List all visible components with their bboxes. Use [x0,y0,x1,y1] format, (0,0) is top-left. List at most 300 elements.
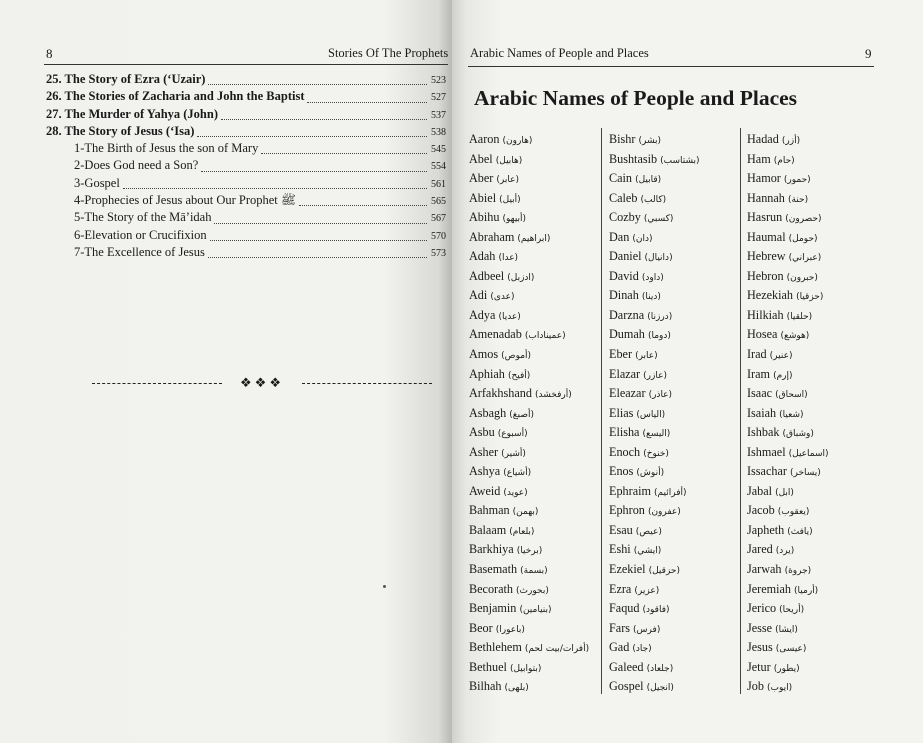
arabic-name: (بسمة) [520,566,548,577]
name-entry [469,423,589,443]
arabic-name: (حلقيا) [786,311,813,322]
name-entry [469,501,589,521]
english-name: Bishr [609,132,636,146]
toc-entry-title: 4-Prophecies of Jesus about Our Prophet ﷺ [74,193,297,208]
name-entry [469,208,589,228]
name-entry [609,228,700,248]
english-name: Faqud [609,601,640,616]
arabic-name: (أفيح) [507,370,531,381]
toc-entry-title: 2-Does God need a Son? [74,158,199,173]
name-entry [609,482,700,502]
arabic-name: (أفرائيم) [654,487,687,498]
name-entry [469,560,589,580]
english-name: Jesse [747,620,773,635]
toc-entry-title: 25. The Story of Ezra (‘Uzair) [46,72,206,86]
english-name: Jacob [747,503,775,518]
name-entry [609,247,700,267]
toc-entry-title: 1-The Birth of Jesus the son of Mary [74,141,259,156]
english-name: Dumah [609,327,645,342]
name-entry [609,267,700,287]
column-divider [601,128,602,694]
right-page [452,0,923,743]
toc-leader-dots [299,204,427,206]
running-header: Stories Of The Prophets [328,46,449,60]
english-name: Japheth [747,522,785,537]
name-entry [469,286,589,306]
toc-entry [46,176,446,193]
name-entry [747,365,829,385]
name-entry [747,658,829,678]
name-entry [469,443,589,463]
english-name: Jetur [747,659,771,674]
arabic-name: (حمور) [783,175,811,186]
arabic-name: (اسماعيل) [788,448,829,459]
name-entry [747,560,829,580]
toc-entry-title: 7-The Excellence of Jesus [74,244,205,259]
name-entry [609,325,700,345]
english-name: Adbeel [469,268,505,283]
name-entry [747,404,829,424]
toc-entry [46,124,446,141]
english-name: Iram [747,366,771,381]
header-rule [468,66,874,67]
arabic-name: (جلعاد) [646,663,674,674]
english-name: Hasrun [747,210,783,225]
name-entry [747,325,829,345]
english-name: Beor [469,620,493,635]
arabic-name: (جروة) [784,566,812,577]
english-name: Benjamin [469,601,517,616]
toc-entry-page: 538 [431,126,446,138]
english-name: Hezekiah [747,288,794,303]
toc-entry-title: 27. The Murder of Yahya (John) [46,106,219,121]
arabic-name: (دان) [632,233,653,244]
toc-entry-page: 565 [431,196,446,208]
toc-entry-page: 561 [431,178,446,190]
arabic-name: (أشياع) [503,468,532,479]
english-name: Barkhiya [469,542,514,557]
arabic-name: (عيسى) [775,644,807,655]
arabic-name: (أبيهو) [502,214,527,225]
arabic-name: (جاد) [632,644,652,655]
names-column-2 [609,130,700,697]
arabic-name: (درزنا) [647,311,673,322]
name-entry [469,677,589,697]
toc-leader-dots [221,118,427,120]
arabic-name: (أبيل) [499,194,521,205]
separator-ornament: ❖❖❖ [240,375,284,390]
name-entry [469,325,589,345]
english-name: Elisha [609,425,640,440]
left-page [0,0,452,743]
toc-entry-title: 5-The Story of the Mā’idah [74,210,212,225]
arabic-name: (ايشا) [775,624,798,635]
toc-entry [46,158,446,175]
arabic-name: (يساخر) [789,468,821,479]
arabic-name: (عديا) [498,311,521,322]
arabic-name: (كسبي) [643,214,674,225]
toc-leader-dots [307,101,427,103]
toc-entry-page: 570 [431,230,446,242]
english-name: Ishmael [747,444,786,459]
arabic-name: (باعورا) [495,624,525,635]
name-entry [609,638,700,658]
name-entry [747,208,829,228]
english-name: Amenadab [469,327,522,342]
name-entry [747,501,829,521]
name-entry [747,462,829,482]
arabic-name: (ابراهيم) [517,233,551,244]
header-rule [44,64,448,65]
toc-entry [46,89,446,106]
name-entry [609,521,700,541]
toc-leader-dots [197,135,427,137]
name-entry [747,384,829,404]
arabic-name: (حومل) [788,233,818,244]
arabic-name: (أرميا) [794,585,819,596]
toc-leader-dots [210,239,427,241]
arabic-name: (عازر) [643,370,667,381]
english-name: Jared [747,542,773,557]
name-entry [747,286,829,306]
name-entry [609,580,700,600]
name-entry [747,580,829,600]
name-entry [609,306,700,326]
name-entry [609,599,700,619]
arabic-name: (حزقيل) [648,566,680,577]
toc-entry-page: 554 [431,161,446,173]
english-name: Galeed [609,659,644,674]
english-name: Jeremiah [747,581,791,596]
english-name: Ephraim [609,483,651,498]
names-column-3 [747,130,829,697]
arabic-name: (أسبوع) [497,429,528,440]
name-entry [469,150,589,170]
section-separator [92,375,432,391]
english-name: Aaron [469,132,500,146]
name-entry [609,677,700,697]
name-entry [469,404,589,424]
english-name: Ishbak [747,425,780,440]
english-name: Ham [747,151,771,166]
english-name: Hannah [747,190,785,205]
english-name: Arfakhshand [469,386,532,401]
arabic-name: (فاقود) [642,605,670,616]
toc-entry [46,72,446,89]
name-entry [747,619,829,639]
english-name: David [609,268,639,283]
english-name: Aweid [469,483,501,498]
arabic-name: (عيص) [635,526,662,537]
arabic-name: (عزير) [634,585,660,596]
english-name: Isaac [747,386,773,401]
english-name: Abraham [469,229,515,244]
english-name: Abel [469,151,493,166]
name-entry [469,619,589,639]
english-name: Enoch [609,444,641,459]
english-name: Dan [609,229,630,244]
name-entry [609,130,700,150]
toc-entry-title: 6-Elevation or Crucifixion [74,227,207,242]
name-entry [747,306,829,326]
name-entry [747,599,829,619]
name-entry [747,247,829,267]
name-entry [609,658,700,678]
english-name: Dinah [609,288,639,303]
arabic-name: (بشتاسب) [660,155,700,166]
arabic-name: (ادزبل) [507,272,535,283]
english-name: Ashya [469,464,501,479]
arabic-name: (بنيامين) [519,605,552,616]
arabic-name: (أموص) [501,351,532,362]
name-entry [469,384,589,404]
name-entry [469,482,589,502]
toc-entry-page: 523 [431,75,446,86]
arabic-name: (أشير) [501,448,526,459]
name-entry [747,267,829,287]
arabic-name: (اليسع) [642,429,671,440]
toc-entry [46,193,446,210]
arabic-name: (قابيل) [635,175,662,186]
arabic-name: (برخيا) [516,546,543,557]
english-name: Balaam [469,522,507,537]
english-name: Eber [609,347,633,362]
english-name: Gospel [609,679,644,694]
english-name: Asher [469,444,499,459]
name-entry [469,580,589,600]
toc-entry-page: 537 [431,109,446,121]
toc-entry [46,228,446,245]
name-entry [469,345,589,365]
english-name: Gad [609,640,630,655]
arabic-name: (حصرون) [785,214,822,225]
name-entry [609,169,700,189]
arabic-name: (شعيا) [779,409,804,420]
name-entry [609,423,700,443]
name-entry [747,521,829,541]
arabic-name: (ايشي) [633,546,662,557]
arabic-name: (أرفخشد) [535,390,572,401]
toc-entry [46,210,446,227]
english-name: Adya [469,307,496,322]
arabic-name: (هارون) [502,136,533,146]
arabic-name: (الياس) [636,409,666,420]
toc-entry [46,141,446,158]
arabic-name: (أفرات/بيت لحم) [524,644,590,655]
arabic-name: (كالب) [640,194,667,205]
english-name: Asbagh [469,405,507,420]
english-name: Eleazar [609,386,646,401]
names-column-1 [469,130,589,697]
arabic-name: (أصبغ) [509,409,534,420]
name-entry [469,540,589,560]
name-entry [469,521,589,541]
toc-leader-dots [208,83,427,85]
english-name: Esau [609,522,633,537]
arabic-name: (أزر) [781,136,801,146]
arabic-name: (حبرون) [786,272,818,283]
name-entry [609,384,700,404]
toc-entry [46,107,446,124]
english-name: Cain [609,171,633,186]
name-entry [747,130,829,150]
arabic-name: (بهمن) [512,507,539,518]
arabic-name: (حنة) [787,194,809,205]
arabic-name: (دوما) [647,331,671,342]
english-name: Elias [609,405,634,420]
arabic-name: (ايوب) [766,683,793,694]
name-entry [747,228,829,248]
english-name: Jabal [747,483,773,498]
english-name: Hosea [747,327,778,342]
name-entry [747,677,829,697]
english-name: Enos [609,464,634,479]
arabic-name: (دينا) [641,292,661,303]
arabic-name: (يافث) [787,526,813,537]
english-name: Caleb [609,190,638,205]
name-entry [609,619,700,639]
english-name: Ezekiel [609,562,646,577]
english-name: Hamor [747,171,781,186]
page-number: 8 [46,46,53,61]
english-name: Eshi [609,542,631,557]
name-entry [469,658,589,678]
name-entry [747,189,829,209]
english-name: Cozby [609,210,641,225]
arabic-name: (حام) [773,155,795,166]
running-header: Arabic Names of People and Places [470,46,649,60]
english-name: Irad [747,347,767,362]
name-entry [747,482,829,502]
page-title: Arabic Names of People and Places [474,86,798,110]
arabic-name: (عدى) [490,292,515,303]
english-name: Adi [469,288,488,303]
name-entry [469,228,589,248]
english-name: Fars [609,620,630,635]
arabic-name: (هابيل) [495,155,523,166]
english-name: Hilkiah [747,307,784,322]
arabic-name: (هوشع) [780,331,810,342]
english-name: Haumal [747,229,786,244]
toc-entry-page: 573 [431,247,446,259]
english-name: Hebrew [747,249,786,264]
toc-entry-title: 26. The Stories of Zacharia and John the Baptist [46,89,305,104]
arabic-name: (داود) [641,272,664,283]
english-name: Bethuel [469,659,507,674]
table-of-contents [46,72,446,262]
name-entry [747,345,829,365]
english-name: Bahman [469,503,510,518]
name-entry [469,638,589,658]
name-entry [469,247,589,267]
english-name: Ezra [609,581,632,596]
column-divider [740,128,741,694]
english-name: Jerico [747,601,777,616]
name-entry [609,286,700,306]
arabic-name: (عميناداب) [524,331,566,342]
name-entry [609,443,700,463]
english-name: Amos [469,347,499,362]
name-entry [469,267,589,287]
name-entry [747,150,829,170]
toc-leader-dots [214,222,427,224]
arabic-name: (وشباق) [782,429,814,440]
toc-entry [46,245,446,262]
english-name: Abihu [469,210,500,225]
arabic-name: (فرس) [633,624,661,635]
arabic-name: (عابر) [635,351,658,362]
arabic-name: (يرد) [775,546,795,557]
print-speck [383,585,386,588]
english-name: Elazar [609,366,641,381]
name-entry [747,540,829,560]
name-entry [609,150,700,170]
arabic-name: (خنوخ) [643,448,669,459]
name-entry [609,189,700,209]
english-name: Isaiah [747,405,777,420]
name-entry [747,638,829,658]
arabic-name: (بتوابيل) [509,663,542,674]
arabic-name: (انجيل) [646,683,674,694]
arabic-name: (عبراني) [788,253,822,264]
english-name: Bethlehem [469,640,522,655]
english-name: Bushtasib [609,151,658,166]
name-entry [469,189,589,209]
arabic-name: (عفرون) [647,507,681,518]
english-name: Abiel [469,190,497,205]
page-number: 9 [865,46,872,61]
toc-leader-dots [208,256,427,258]
name-entry [609,365,700,385]
english-name: Daniel [609,249,642,264]
english-name: Bilhah [469,679,502,694]
toc-entry-page: 567 [431,213,446,225]
english-name: Ephron [609,503,645,518]
name-entry [469,365,589,385]
name-entry [469,130,589,150]
toc-entry-page: 545 [431,144,446,156]
arabic-name: (أريحا) [779,605,805,616]
name-entry [469,599,589,619]
english-name: Becorath [469,581,513,596]
english-name: Basemath [469,562,518,577]
arabic-name: (عنير) [769,351,793,362]
english-name: Asbu [469,425,495,440]
name-entry [609,462,700,482]
arabic-name: (دانيال) [644,253,673,264]
name-entry [609,540,700,560]
name-entry [609,208,700,228]
name-entry [747,443,829,463]
separator-line [92,383,222,384]
arabic-name: (بشر) [638,136,661,146]
name-entry [469,462,589,482]
arabic-name: (بحورث) [516,585,549,596]
arabic-name: (عابر) [496,175,520,186]
arabic-name: (بلعام) [509,526,535,537]
arabic-name: (يطور) [773,663,800,674]
arabic-name: (إرم) [773,370,793,381]
arabic-name: (عويد) [503,487,528,498]
english-name: Job [747,679,764,694]
english-name: Jesus [747,640,773,655]
name-entry [609,404,700,424]
arabic-name: (عدا) [498,253,519,264]
toc-entry-title: 28. The Story of Jesus (‘Isa) [46,123,195,138]
english-name: Hebron [747,268,784,283]
arabic-name: (أنوش) [636,468,665,479]
separator-line [302,383,432,384]
